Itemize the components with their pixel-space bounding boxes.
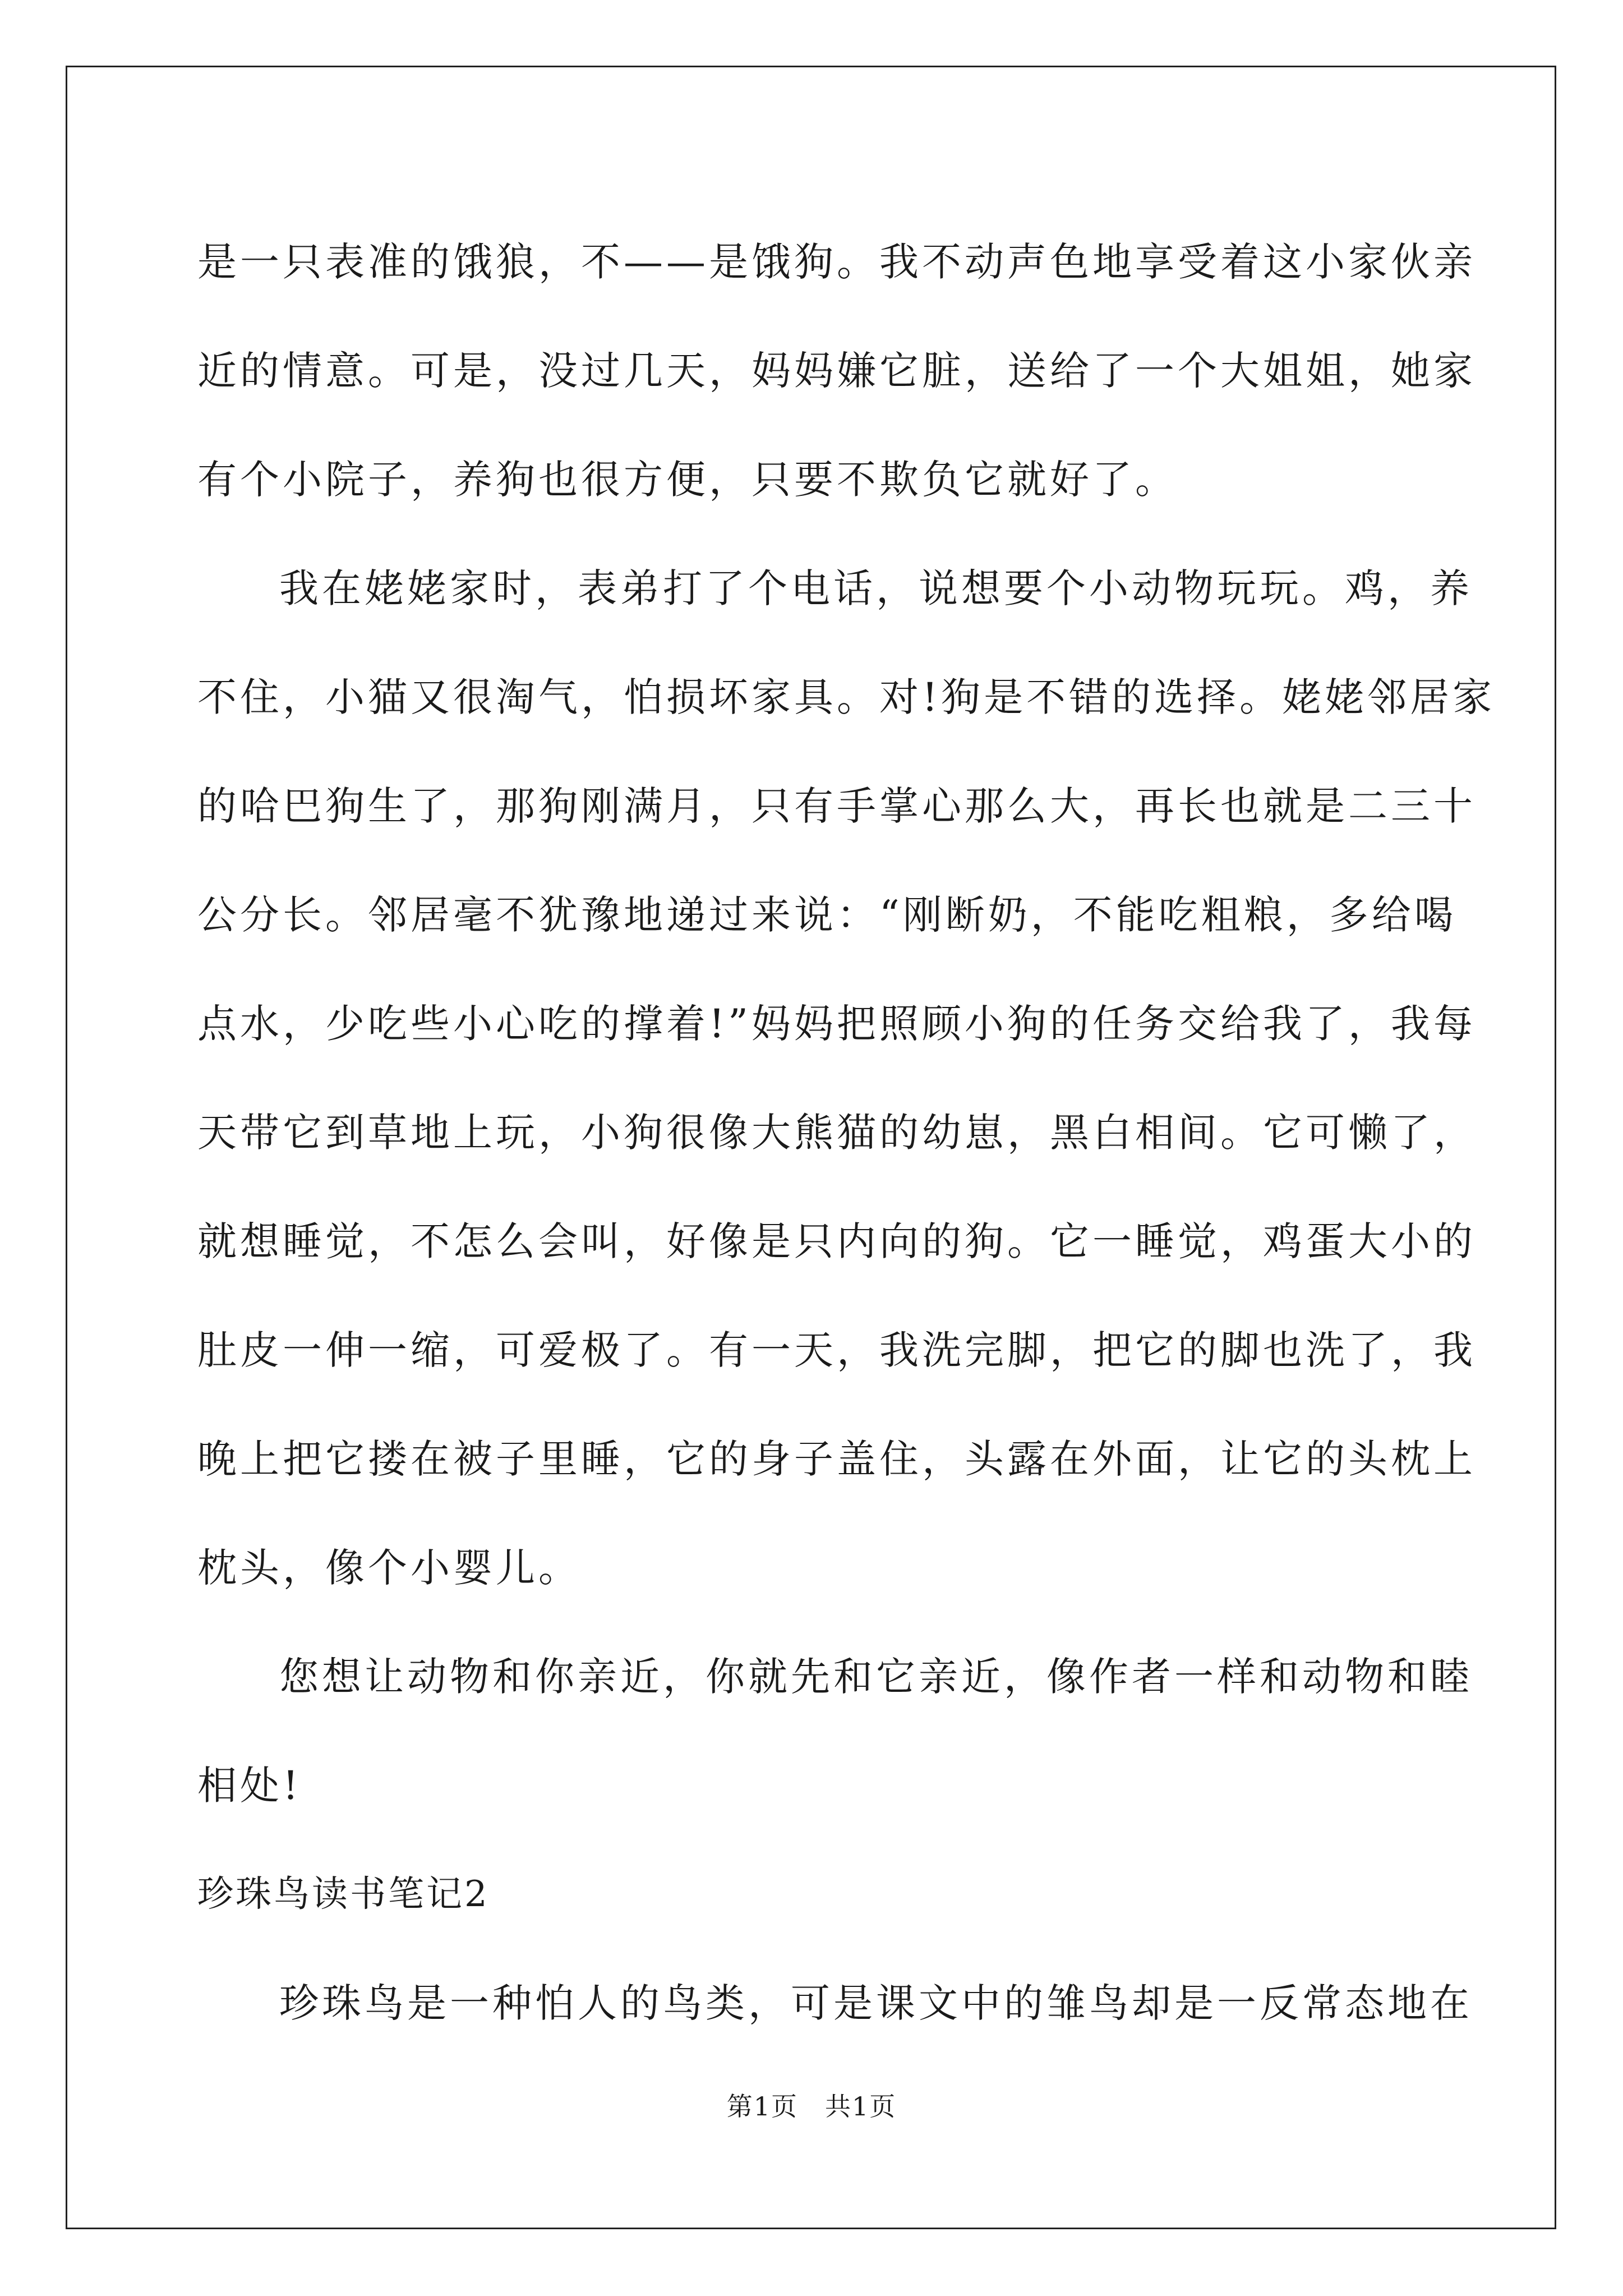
- paragraph-line: 枕头，像个小婴儿。: [197, 1545, 581, 1591]
- paragraph-line: 相处!: [197, 1763, 302, 1809]
- paragraph-line: 是一只表准的饿狼，不——是饿狗。我不动声色地享受着这小家伙亲: [197, 239, 1476, 285]
- paragraph-line: 珍珠鸟是一种怕人的鸟类，可是课文中的雏鸟却是一反常态地在: [279, 1980, 1473, 2026]
- document-body: [197, 208, 1496, 2058]
- paragraph-line: 公分长。邻居毫不犹豫地递过来说：“刚断奶，不能吃粗粮，多给喝: [197, 892, 1457, 938]
- paragraph-line: 天带它到草地上玩，小狗很像大熊猫的幼崽，黑白相间。它可懒了，: [197, 1110, 1476, 1156]
- paragraph-line: 的哈巴狗生了，那狗刚满月，只有手掌心那么大，再长也就是二三十: [197, 783, 1476, 829]
- paragraph-line: 您想让动物和你亲近，你就先和它亲近，像作者一样和动物和睦: [279, 1654, 1473, 1700]
- page-footer: 第1页 共1页: [726, 2091, 897, 2122]
- paragraph-line: 晚上把它搂在被子里睡，它的身子盖住，头露在外面，让它的头枕上: [197, 1436, 1476, 1482]
- paragraph-line: 我在姥姥家时，表弟打了个电话，说想要个小动物玩玩。鸡，养: [279, 565, 1473, 611]
- paragraph-line: 近的情意。可是，没过几天，妈妈嫌它脏，送给了一个大姐姐，她家: [197, 348, 1476, 394]
- paragraph-line: 肚皮一伸一缩，可爱极了。有一天，我洗完脚，把它的脚也洗了，我: [197, 1327, 1476, 1373]
- paragraph-line: 点水，少吃些小心吃的撑着!”妈妈把照顾小狗的任务交给我了，我每: [197, 1001, 1476, 1047]
- paragraph-line: 有个小院子，养狗也很方便，只要不欺负它就好了。: [197, 457, 1178, 503]
- section-heading: 珍珠鸟读书笔记2: [197, 1874, 490, 1915]
- paragraph-line: 不住，小猫又很淘气，怕损坏家具。对!狗是不错的选择。姥姥邻居家: [197, 674, 1496, 720]
- paragraph-line: 就想睡觉，不怎么会叫，好像是只内向的狗。它一睡觉，鸡蛋大小的: [197, 1218, 1476, 1264]
